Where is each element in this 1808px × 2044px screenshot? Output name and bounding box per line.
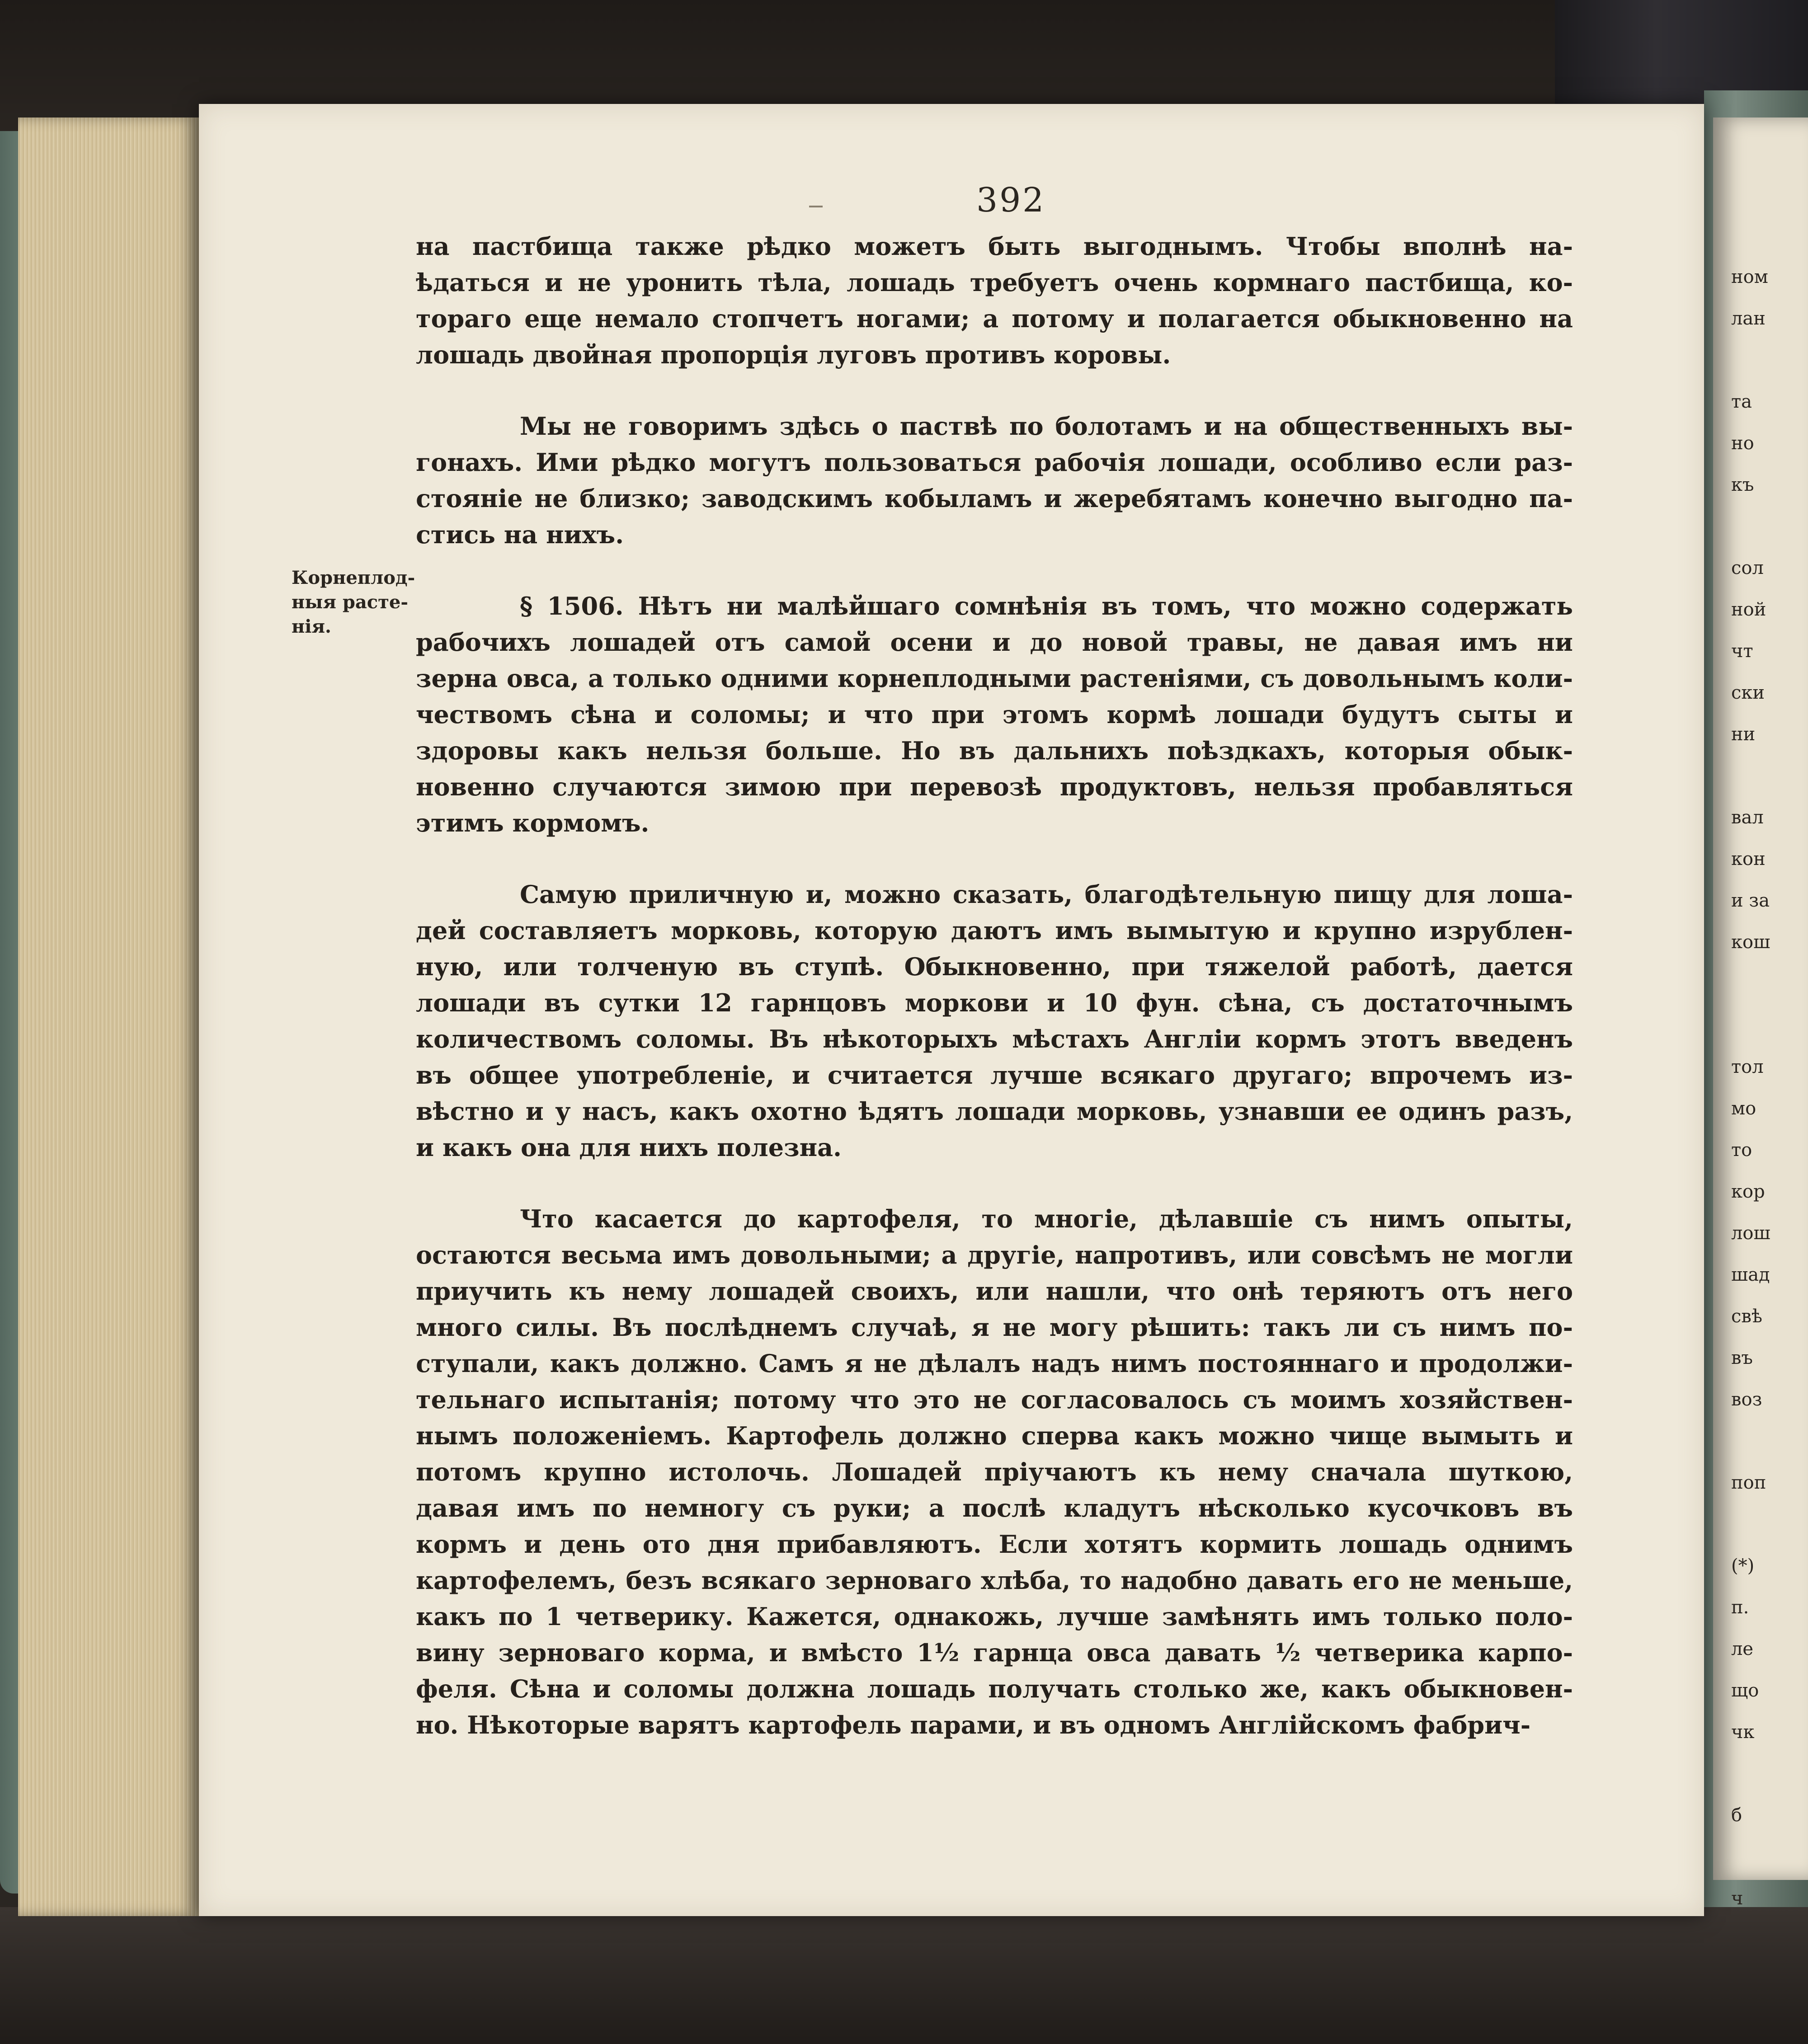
text-line: тельнаго испытанія; потому что это не согласовалось съ моимъ хозяйствен-: [416, 1385, 1573, 1414]
text-line: тораго еще немало стопчетъ ногами; а потому и полагается обыкновенно на: [416, 304, 1573, 333]
body-text: [416, 228, 1573, 1743]
text-line: и какъ она для нихъ полезна.: [416, 1133, 842, 1162]
facing-page-fragment: чк: [1731, 1722, 1755, 1743]
margin-note-line: ныя расте-: [292, 592, 408, 613]
paragraph-gap: [416, 1165, 1573, 1201]
text-line: въ общее употребленіе, и считается лучше всякаго другаго; впрочемъ из-: [416, 1061, 1573, 1090]
text-line: ступали, какъ должно. Самъ я не дѣлалъ надъ нимъ постояннаго и продолжи-: [416, 1349, 1573, 1378]
paragraph-gap: [416, 373, 1573, 408]
dash-mark: [809, 206, 823, 207]
text-line: чествомъ сѣна и соломы; и что при этомъ кормѣ лошади будутъ сыты и: [416, 700, 1573, 729]
facing-page-fragment: ле: [1731, 1639, 1754, 1659]
facing-page-fragment: поп: [1731, 1472, 1766, 1493]
facing-page-fragment: и за: [1731, 890, 1770, 911]
text-line: лошади въ сутки 12 гарнцовъ моркови и 10 фун. сѣна, съ достаточнымъ: [416, 988, 1573, 1017]
facing-page-fragment: лан: [1731, 308, 1766, 329]
paragraph-gap: [416, 553, 1573, 588]
text-line: стояніе не близко; заводскимъ кобыламъ и жеребятамъ конечно выгодно па-: [416, 484, 1573, 513]
text-line: остаются весьма имъ довольными; а другіе, напротивъ, или совсѣмъ не могли: [416, 1240, 1573, 1269]
facing-page: [1713, 117, 1808, 1909]
paragraph-gap: [416, 841, 1573, 876]
text-line: много силы. Въ послѣднемъ случаѣ, я не могу рѣшить: такъ ли съ нимъ по-: [416, 1313, 1573, 1342]
margin-note-line: нія.: [292, 616, 331, 637]
facing-page-fragment: ни: [1731, 724, 1756, 745]
text-line: Мы не говоримъ здѣсь о паствѣ по болотамъ и на общественныхъ вы-: [520, 412, 1573, 441]
page-edges: [18, 117, 199, 1916]
facing-page-fragment: лош: [1731, 1223, 1770, 1244]
paragraph: [416, 588, 1573, 841]
text-line: зерна овса, а только одними корнеплодными растеніями, съ довольнымъ коли-: [416, 664, 1573, 693]
facing-page-fragment: мо: [1731, 1098, 1756, 1119]
margin-note: [292, 566, 423, 639]
text-line: картофелемъ, безъ всякаго зерноваго хлѣба, то надобно давать его не меньше,: [416, 1566, 1573, 1595]
text-line: кормъ и день ото дня прибавляютъ. Если хотятъ кормить лошадь однимъ: [416, 1530, 1573, 1559]
text-line: вину зерноваго корма, и вмѣсто 1½ гарнца овса давать ½ четверика карпо-: [416, 1638, 1573, 1667]
facing-page-fragment: къ: [1731, 475, 1754, 495]
facing-page-fragment: шад: [1731, 1264, 1770, 1285]
facing-page-fragment: ном: [1731, 267, 1768, 287]
facing-page-fragment: чт: [1731, 641, 1753, 662]
text-line: лошадь двойная пропорція луговъ противъ коровы.: [416, 340, 1171, 369]
facing-page-fragment: въ: [1731, 1348, 1753, 1368]
margin-note-line: Корнеплод-: [292, 567, 415, 588]
facing-page-fragment: тол: [1731, 1057, 1764, 1077]
paragraph: [416, 1201, 1573, 1743]
text-line: этимъ кормомъ.: [416, 808, 650, 837]
facing-page-fragment: що: [1731, 1680, 1759, 1701]
facing-page-fragment: ной: [1731, 599, 1766, 620]
paragraph: [416, 408, 1573, 553]
text-line: давая имъ по немногу съ руки; а послѣ кладутъ нѣсколько кусочковъ въ: [416, 1494, 1573, 1522]
text-line: количествомъ соломы. Въ нѣкоторыхъ мѣстахъ Англіи кормъ этотъ введенъ: [416, 1024, 1573, 1053]
facing-page-fragment: сол: [1731, 558, 1764, 578]
facing-page-fragment: вал: [1731, 807, 1764, 828]
facing-page-fragment: но: [1731, 433, 1754, 454]
facing-page-fragment: свѣ: [1731, 1306, 1763, 1327]
facing-page-fragment: ски: [1731, 682, 1765, 703]
text-line: здоровы какъ нельзя больше. Но въ дальнихъ поѣздкахъ, которыя обык-: [416, 736, 1573, 765]
text-line: ную, или толченую въ ступѣ. Обыкновенно, при тяжелой работѣ, дается: [416, 952, 1573, 981]
facing-page-fragment: п.: [1731, 1597, 1749, 1618]
text-line: нымъ положеніемъ. Картофель должно сперва какъ можно чище вымыть и: [416, 1421, 1573, 1450]
facing-page-fragment: воз: [1731, 1389, 1762, 1410]
paragraph: [416, 876, 1573, 1165]
text-line: потомъ крупно истолочь. Лошадей пріучаютъ къ нему сначала шуткою,: [416, 1457, 1573, 1486]
facing-page-fragment: б: [1731, 1805, 1742, 1826]
text-line: Что касается до картофеля, то многіе, дѣлавшіе съ нимъ опыты,: [520, 1204, 1573, 1233]
facing-page-fragment: то: [1731, 1140, 1752, 1161]
page-number: 392: [976, 181, 1046, 220]
text-line: ѣдаться и не уронить тѣла, лошадь требуетъ очень кормнаго пастбища, ко-: [416, 268, 1573, 297]
facing-page-fragment: кор: [1731, 1181, 1765, 1202]
facing-page-fragment: кон: [1731, 849, 1766, 869]
facing-page-fragment: кош: [1731, 932, 1770, 953]
text-line: приучить къ нему лошадей своихъ, или нашли, что онѣ теряютъ отъ него: [416, 1277, 1573, 1306]
text-line: феля. Сѣна и соломы должна лошадь получать столько же, какъ обыкновен-: [416, 1674, 1573, 1703]
text-line: новенно случаются зимою при перевозѣ продуктовъ, нельзя пробавляться: [416, 772, 1573, 801]
text-line: но. Нѣкоторые варятъ картофель парами, и въ одномъ Англійскомъ фабрич-: [416, 1710, 1531, 1739]
facing-page-fragment: та: [1731, 391, 1752, 412]
text-line: рабочихъ лошадей отъ самой осени и до новой травы, не давая имъ ни: [416, 628, 1573, 657]
facing-page-fragment: (*): [1731, 1555, 1755, 1576]
text-line: Самую приличную и, можно сказать, благодѣтельную пищу для лоша-: [520, 880, 1573, 909]
paragraph: [416, 228, 1573, 373]
background-bottom: [0, 1907, 1808, 2044]
text-line: § 1506. Нѣтъ ни малѣйшаго сомнѣнія въ томъ, что можно содержать: [520, 592, 1573, 620]
text-line: дей составляетъ морковь, которую даютъ имъ вымытую и крупно изрублен-: [416, 916, 1573, 945]
facing-page-fragment: ч: [1731, 1888, 1743, 1909]
text-line: какъ по 1 четверику. Кажется, однакожь, лучше замѣнять имъ только поло-: [416, 1602, 1573, 1631]
text-line: вѣстно и у насъ, какъ охотно ѣдятъ лошади морковь, узнавши ее одинъ разъ,: [416, 1097, 1573, 1126]
text-line: на пастбища также рѣдко можетъ быть выгоднымъ. Чтобы вполнѣ на-: [416, 232, 1573, 261]
text-line: стись на нихъ.: [416, 520, 624, 549]
text-line: гонахъ. Ими рѣдко могутъ пользоваться рабочія лошади, особливо если раз-: [416, 448, 1573, 477]
